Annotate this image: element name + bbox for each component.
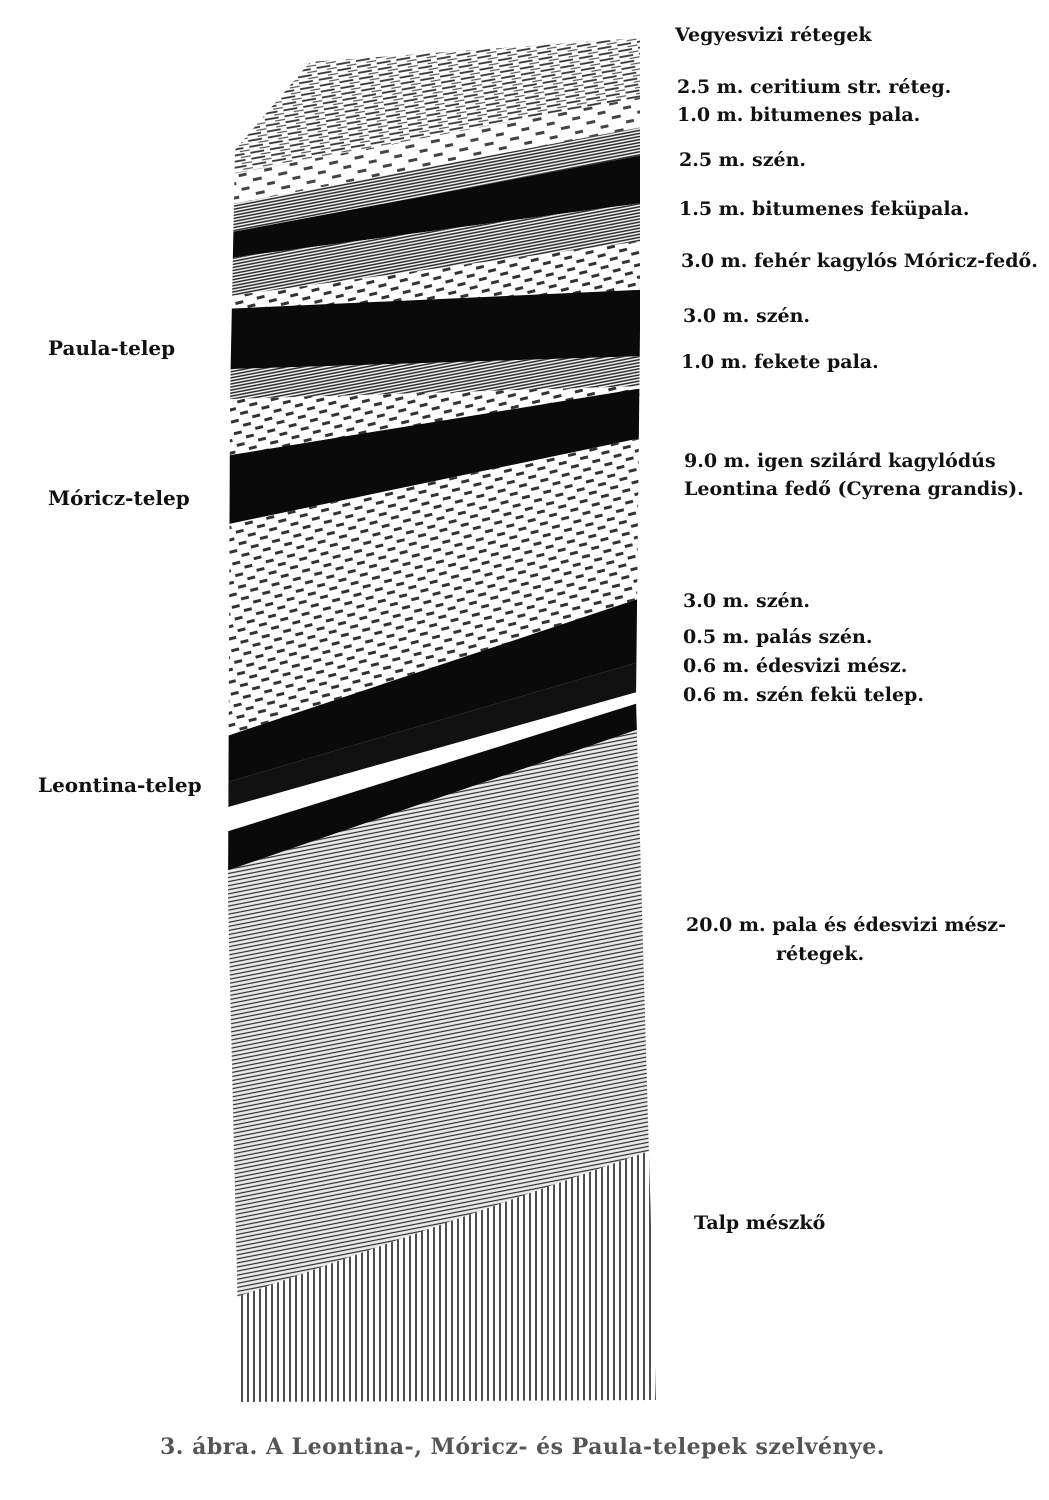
layer-label-pala-edesvizi-1: 20.0 m. pala és édesvizi mész- xyxy=(686,914,1006,936)
layer-label-szen-3: 3.0 m. szén. xyxy=(683,590,811,612)
seam-label-moricz: Móricz-telep xyxy=(48,486,190,510)
layer-label-bitumenes-fekupala: 1.5 m. bitumenes feküpala. xyxy=(679,198,970,220)
layer-label-szen-2: 3.0 m. szén. xyxy=(683,305,811,327)
layer-label-kagylodus-1: 9.0 m. igen szilárd kagylódús xyxy=(684,450,996,472)
layer-label-fekete-pala: 1.0 m. fekete pala. xyxy=(681,351,879,373)
layer-label-bitumenes-pala: 1.0 m. bitumenes pala. xyxy=(677,104,921,126)
layer-label-szen-feku: 0.6 m. szén fekü telep. xyxy=(683,684,924,706)
layer-label-ceritium: 2.5 m. ceritium str. réteg. xyxy=(677,76,952,98)
seam-label-paula: Paula-telep xyxy=(48,336,176,360)
layer-label-pala-edesvizi-2: rétegek. xyxy=(776,943,865,965)
seam-label-leontina: Leontina-telep xyxy=(38,773,202,797)
layer-label-talp-meszko: Talp mészkő xyxy=(694,1212,826,1234)
layer-label-moricz-fedo: 3.0 m. fehér kagylós Móricz-fedő. xyxy=(681,250,1038,272)
layer-label-szen-1: 2.5 m. szén. xyxy=(679,149,807,171)
layer-label-palas-szen: 0.5 m. palás szén. xyxy=(683,626,873,648)
layer-label-kagylodus-2: Leontina fedő (Cyrena grandis). xyxy=(684,478,1024,500)
layer-label-vegyesvizi: Vegyesvizi rétegek xyxy=(675,24,872,46)
figure-caption: 3. ábra. A Leontina-, Móricz- és Paula-telepek szelvénye. xyxy=(160,1434,885,1460)
layer-label-edesvizi-mesz: 0.6 m. édesvizi mész. xyxy=(683,655,908,677)
